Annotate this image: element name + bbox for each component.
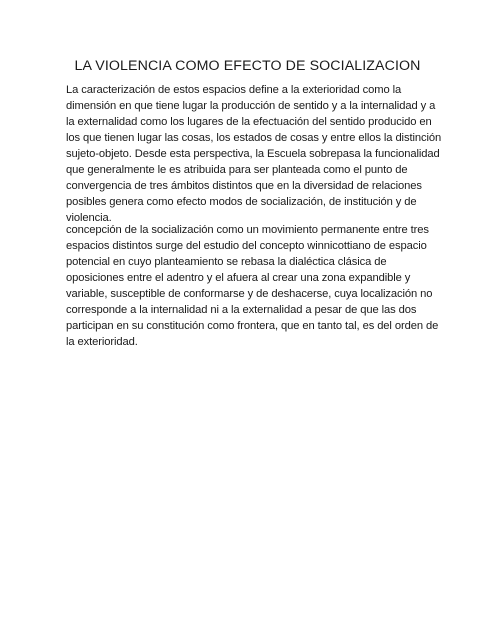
paragraph-line: variable, susceptible de conformarse y de deshacerse, cuya localización no bbox=[66, 287, 433, 300]
paragraph-line: la externalidad como los lugares de la efectuación del sentido producido en bbox=[66, 115, 432, 128]
paragraph-line: convergencia de tres ámbitos distintos que en la diversidad de relaciones bbox=[66, 179, 422, 192]
paragraph-line: La caracterización de estos espacios define a la exterioridad como la bbox=[66, 84, 402, 96]
paragraph-line: dimensión en que tiene lugar la producción de sentido y a la internalidad y a bbox=[66, 99, 436, 112]
paragraph-line: la exterioridad. bbox=[66, 335, 138, 348]
paragraph-line: que generalmente le es atribuida para ser planteada como el punto de bbox=[66, 163, 408, 176]
paragraph-line: concepción de la socialización como un movimiento permanente entre tres bbox=[66, 224, 429, 236]
paragraph-line: corresponde a la internalidad ni a la externalidad a pesar de que las dos bbox=[66, 303, 417, 316]
paragraph-line: los que tienen lugar las cosas, los estados de cosas y entre ellos la distinción bbox=[66, 131, 442, 144]
paragraph-line: potencial en cuyo planteamiento se rebasa la dialéctica clásica de bbox=[66, 255, 387, 268]
paragraph-line: sujeto-objeto. Desde esta perspectiva, la Escuela sobrepasa la funcionalidad bbox=[66, 147, 440, 160]
paragraph-line: posibles genera como efecto modos de socialización, de institución y de bbox=[66, 195, 417, 208]
paragraph-line: espacios distintos surge del estudio del concepto winnicottiano de espacio bbox=[66, 239, 427, 252]
document-title: LA VIOLENCIA COMO EFECTO DE SOCIALIZACION bbox=[74, 58, 421, 74]
paragraph-2 bbox=[66, 223, 441, 351]
paragraph-line: participan en su constitución como frontera, que en tanto tal, es del orden de bbox=[66, 319, 439, 332]
paragraph-line: oposiciones entre el adentro y el afuera al crear una zona expandible y bbox=[66, 271, 411, 284]
paragraph-1 bbox=[66, 83, 441, 227]
paragraph-line: violencia. bbox=[66, 211, 112, 224]
